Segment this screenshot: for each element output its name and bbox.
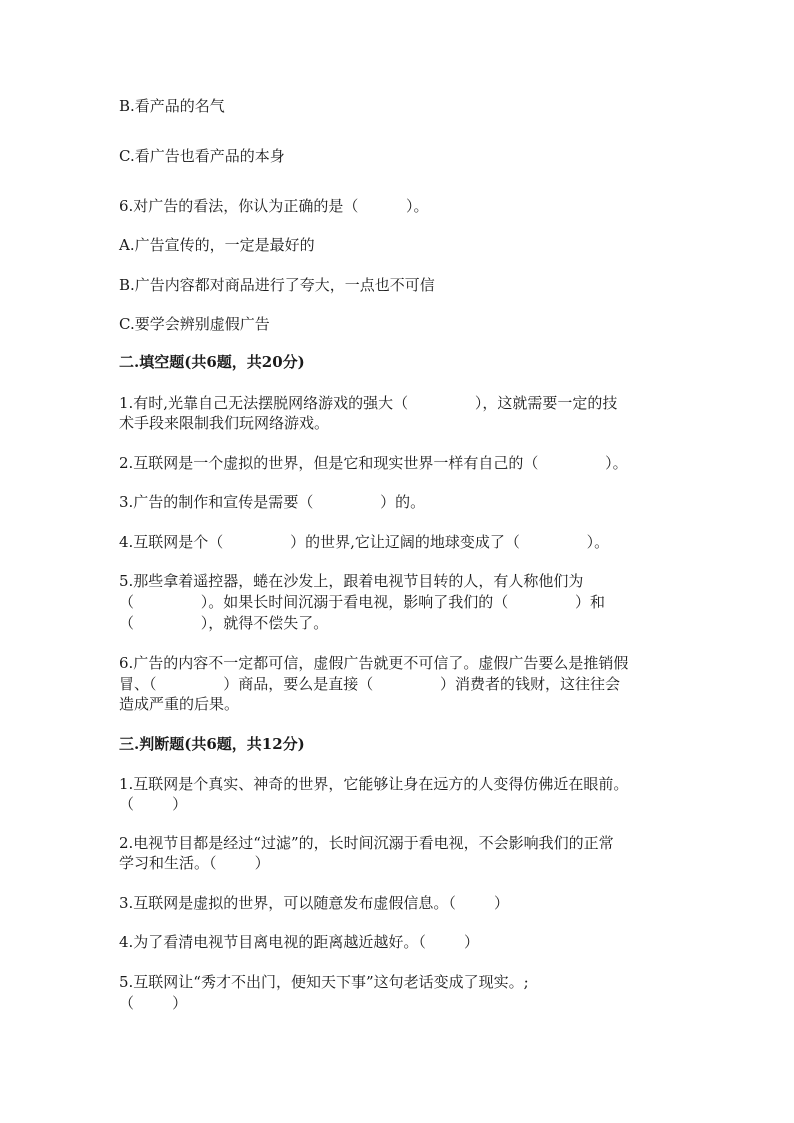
- q6-option-a: A.广告宣传的，一定是最好的: [119, 236, 315, 254]
- fill-q5-line1: 5.那些拿着遥控器，蜷在沙发上，跟着电视节目转的人，有人称他们为: [119, 572, 584, 590]
- judge-q5-line1: 5.互联网让“秀才不出门，便知天下事”这句老话变成了现实。;: [119, 973, 529, 991]
- q6-stem: 6.对广告的看法，你认为正确的是（ ）。: [119, 197, 429, 215]
- fill-q5-line2: （ ）。如果长时间沉溺于看电视，影响了我们的（ ）和: [119, 593, 606, 611]
- fill-q6-line1: 6.广告的内容不一定都可信，虚假广告就更不可信了。虚假广告要么是推销假: [119, 654, 629, 672]
- q5-option-b: B.看产品的名气: [119, 97, 225, 115]
- judge-q2-line2: 学习和生活。（ ）: [119, 854, 270, 872]
- judge-q1-line2: （ ）: [119, 795, 188, 813]
- judge-q2-line1: 2.电视节目都是经过“过滤”的，长时间沉溺于看电视，不会影响我们的正常: [119, 834, 614, 852]
- judge-q4: 4.为了看清电视节目离电视的距离越近越好。（ ）: [119, 933, 479, 951]
- fill-q5-line3: （ ），就得不偿失了。: [119, 614, 329, 632]
- q6-option-c: C.要学会辨别虚假广告: [119, 315, 270, 333]
- fill-q2: 2.互联网是一个虚拟的世界，但是它和现实世界一样有自己的（ ）。: [119, 454, 628, 472]
- judge-q3: 3.互联网是虚拟的世界，可以随意发布虚假信息。（ ）: [119, 894, 509, 912]
- fill-q6-line3: 造成严重的后果。: [119, 695, 240, 713]
- fill-q4: 4.互联网是个（ ）的世界,它让辽阔的地球变成了（ ）。: [119, 533, 610, 551]
- judge-q5-line2: （ ）: [119, 994, 188, 1012]
- fill-section-heading: 二.填空题(共6题，共20分): [119, 353, 305, 371]
- fill-q3: 3.广告的制作和宣传是需要（ ）的。: [119, 493, 426, 511]
- judge-q1-line1: 1.互联网是个真实、神奇的世界，它能够让身在远方的人变得仿佛近在眼前。: [119, 775, 629, 793]
- fill-q1-line2: 术手段来限制我们玩网络游戏。: [119, 414, 330, 432]
- q5-option-c: C.看广告也看产品的本身: [119, 147, 285, 165]
- judge-section-heading: 三.判断题(共6题，共12分): [119, 735, 305, 753]
- fill-q1-line1: 1.有时,光靠自己无法摆脱网络游戏的强大（ ），这就需要一定的技: [119, 394, 618, 412]
- fill-q6-line2: 冒、（ ）商品，要么是直接（ ）消费者的钱财，这往往会: [119, 675, 621, 693]
- q6-option-b: B.广告内容都对商品进行了夸大，一点也不可信: [119, 276, 435, 294]
